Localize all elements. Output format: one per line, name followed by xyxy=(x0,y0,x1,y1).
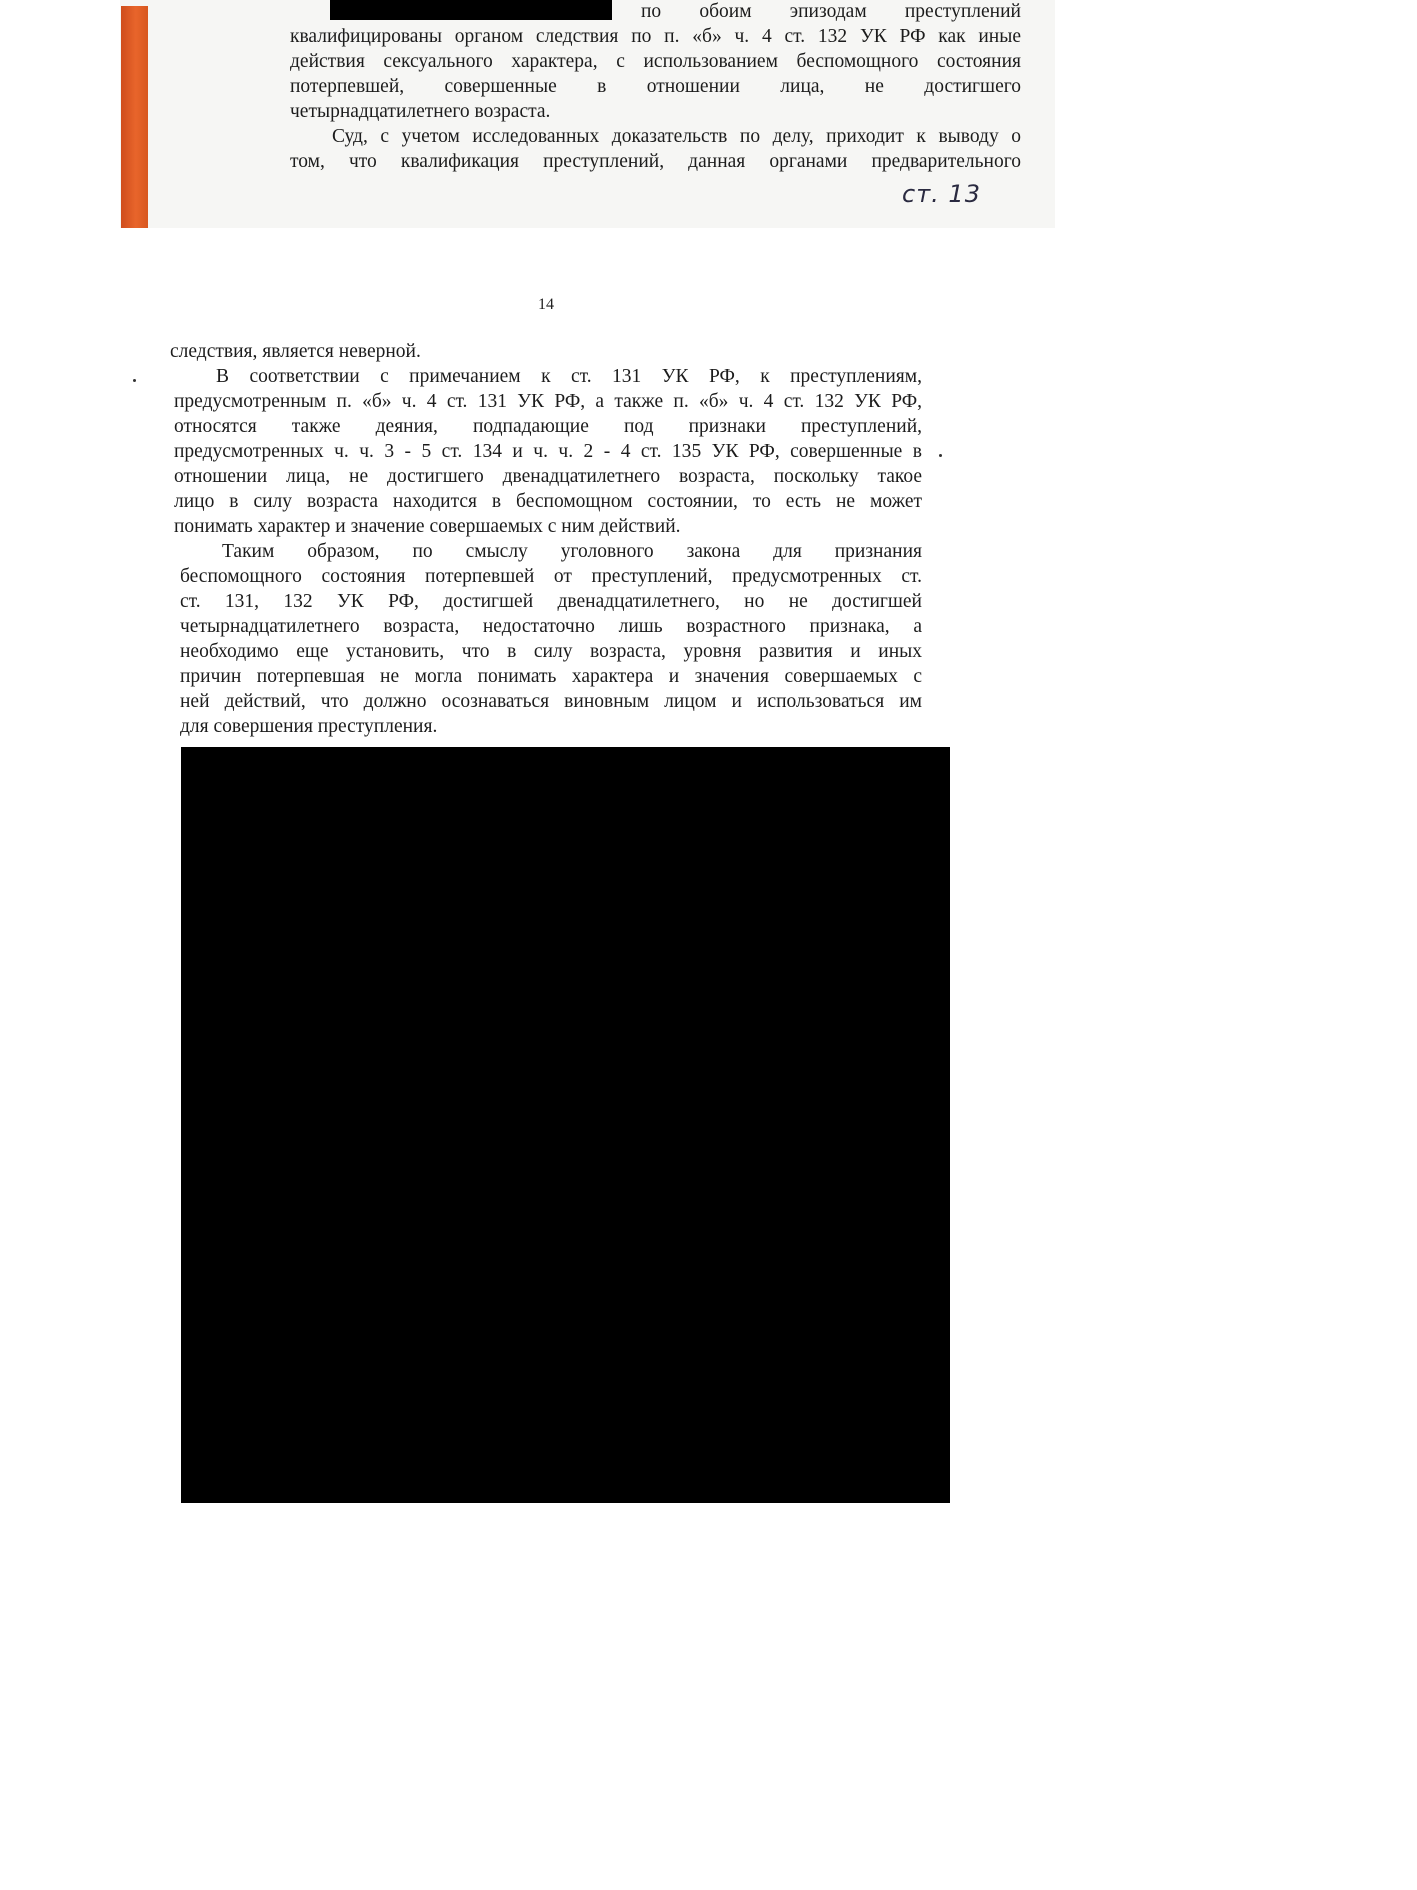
text-line: потерпевшей, совершенные в отношении лица, не достигшего xyxy=(290,76,1021,97)
text-line: следствия, является неверной. xyxy=(170,341,421,362)
text-line: по обоим эпизодам преступлений xyxy=(641,1,1021,22)
text-line: предусмотренным п. «б» ч. 4 ст. 131 УК РФ, а также п. «б» ч. 4 ст. 132 УК РФ, xyxy=(174,391,922,412)
binder-strip xyxy=(121,6,148,228)
text-line: ней действий, что должно осознаваться виновным лицом и использоваться им xyxy=(180,691,922,712)
text-line: необходимо еще установить, что в силу возраста, уровня развития и иных xyxy=(180,641,922,662)
text-line: причин потерпевшая не могла понимать характера и значения совершаемых с xyxy=(180,666,922,687)
text-line: для совершения преступления. xyxy=(180,716,438,737)
handwritten-note: ст. 13 xyxy=(902,180,981,208)
text-line: четырнадцатилетнего возраста, недостаточно лишь возрастного признака, а xyxy=(180,616,922,637)
page-number: 14 xyxy=(538,296,554,313)
text-line: относятся также деяния, подпадающие под признаки преступлений, xyxy=(174,416,922,437)
paragraph xyxy=(170,339,922,364)
redaction-block-top xyxy=(330,0,612,20)
text-line: предусмотренных ч. ч. 3 - 5 ст. 134 и ч. ч. 2 - 4 ст. 135 УК РФ, совершенные в xyxy=(174,441,922,462)
text-line: ст. 131, 132 УК РФ, достигшей двенадцатилетнего, но не достигшей xyxy=(180,591,922,612)
scan-speck xyxy=(133,379,136,382)
paragraph xyxy=(170,364,922,539)
paragraph xyxy=(170,539,922,739)
text-line: лицо в силу возраста находится в беспомощном состоянии, то есть не может xyxy=(174,491,922,512)
text-line: отношении лица, не достигшего двенадцатилетнего возраста, поскольку такое xyxy=(174,466,922,487)
text-line: понимать характер и значение совершаемых с ним действий. xyxy=(174,516,681,537)
text-line: Суд, с учетом исследованных доказательств по делу, приходит к выводу о xyxy=(332,126,1021,147)
previous-page-text xyxy=(290,0,1021,174)
text-line: действия сексуального характера, с использованием беспомощного состояния xyxy=(290,51,1021,72)
text-line: четырнадцатилетнего возраста. xyxy=(290,101,551,122)
text-line: Таким образом, по смыслу уголовного закона для признания xyxy=(222,541,922,562)
redaction-block-main xyxy=(181,747,950,1503)
text-line: том, что квалификация преступлений, данная органами предварительного xyxy=(290,151,1021,172)
text-line: В соответствии с примечанием к ст. 131 УК РФ, к преступлениям, xyxy=(216,366,922,387)
text-line: квалифицированы органом следствия по п. «б» ч. 4 ст. 132 УК РФ как иные xyxy=(290,26,1021,47)
scan-speck xyxy=(939,454,942,457)
text-line: беспомощного состояния потерпевшей от преступлений, предусмотренных ст. xyxy=(180,566,922,587)
main-text xyxy=(170,339,922,739)
